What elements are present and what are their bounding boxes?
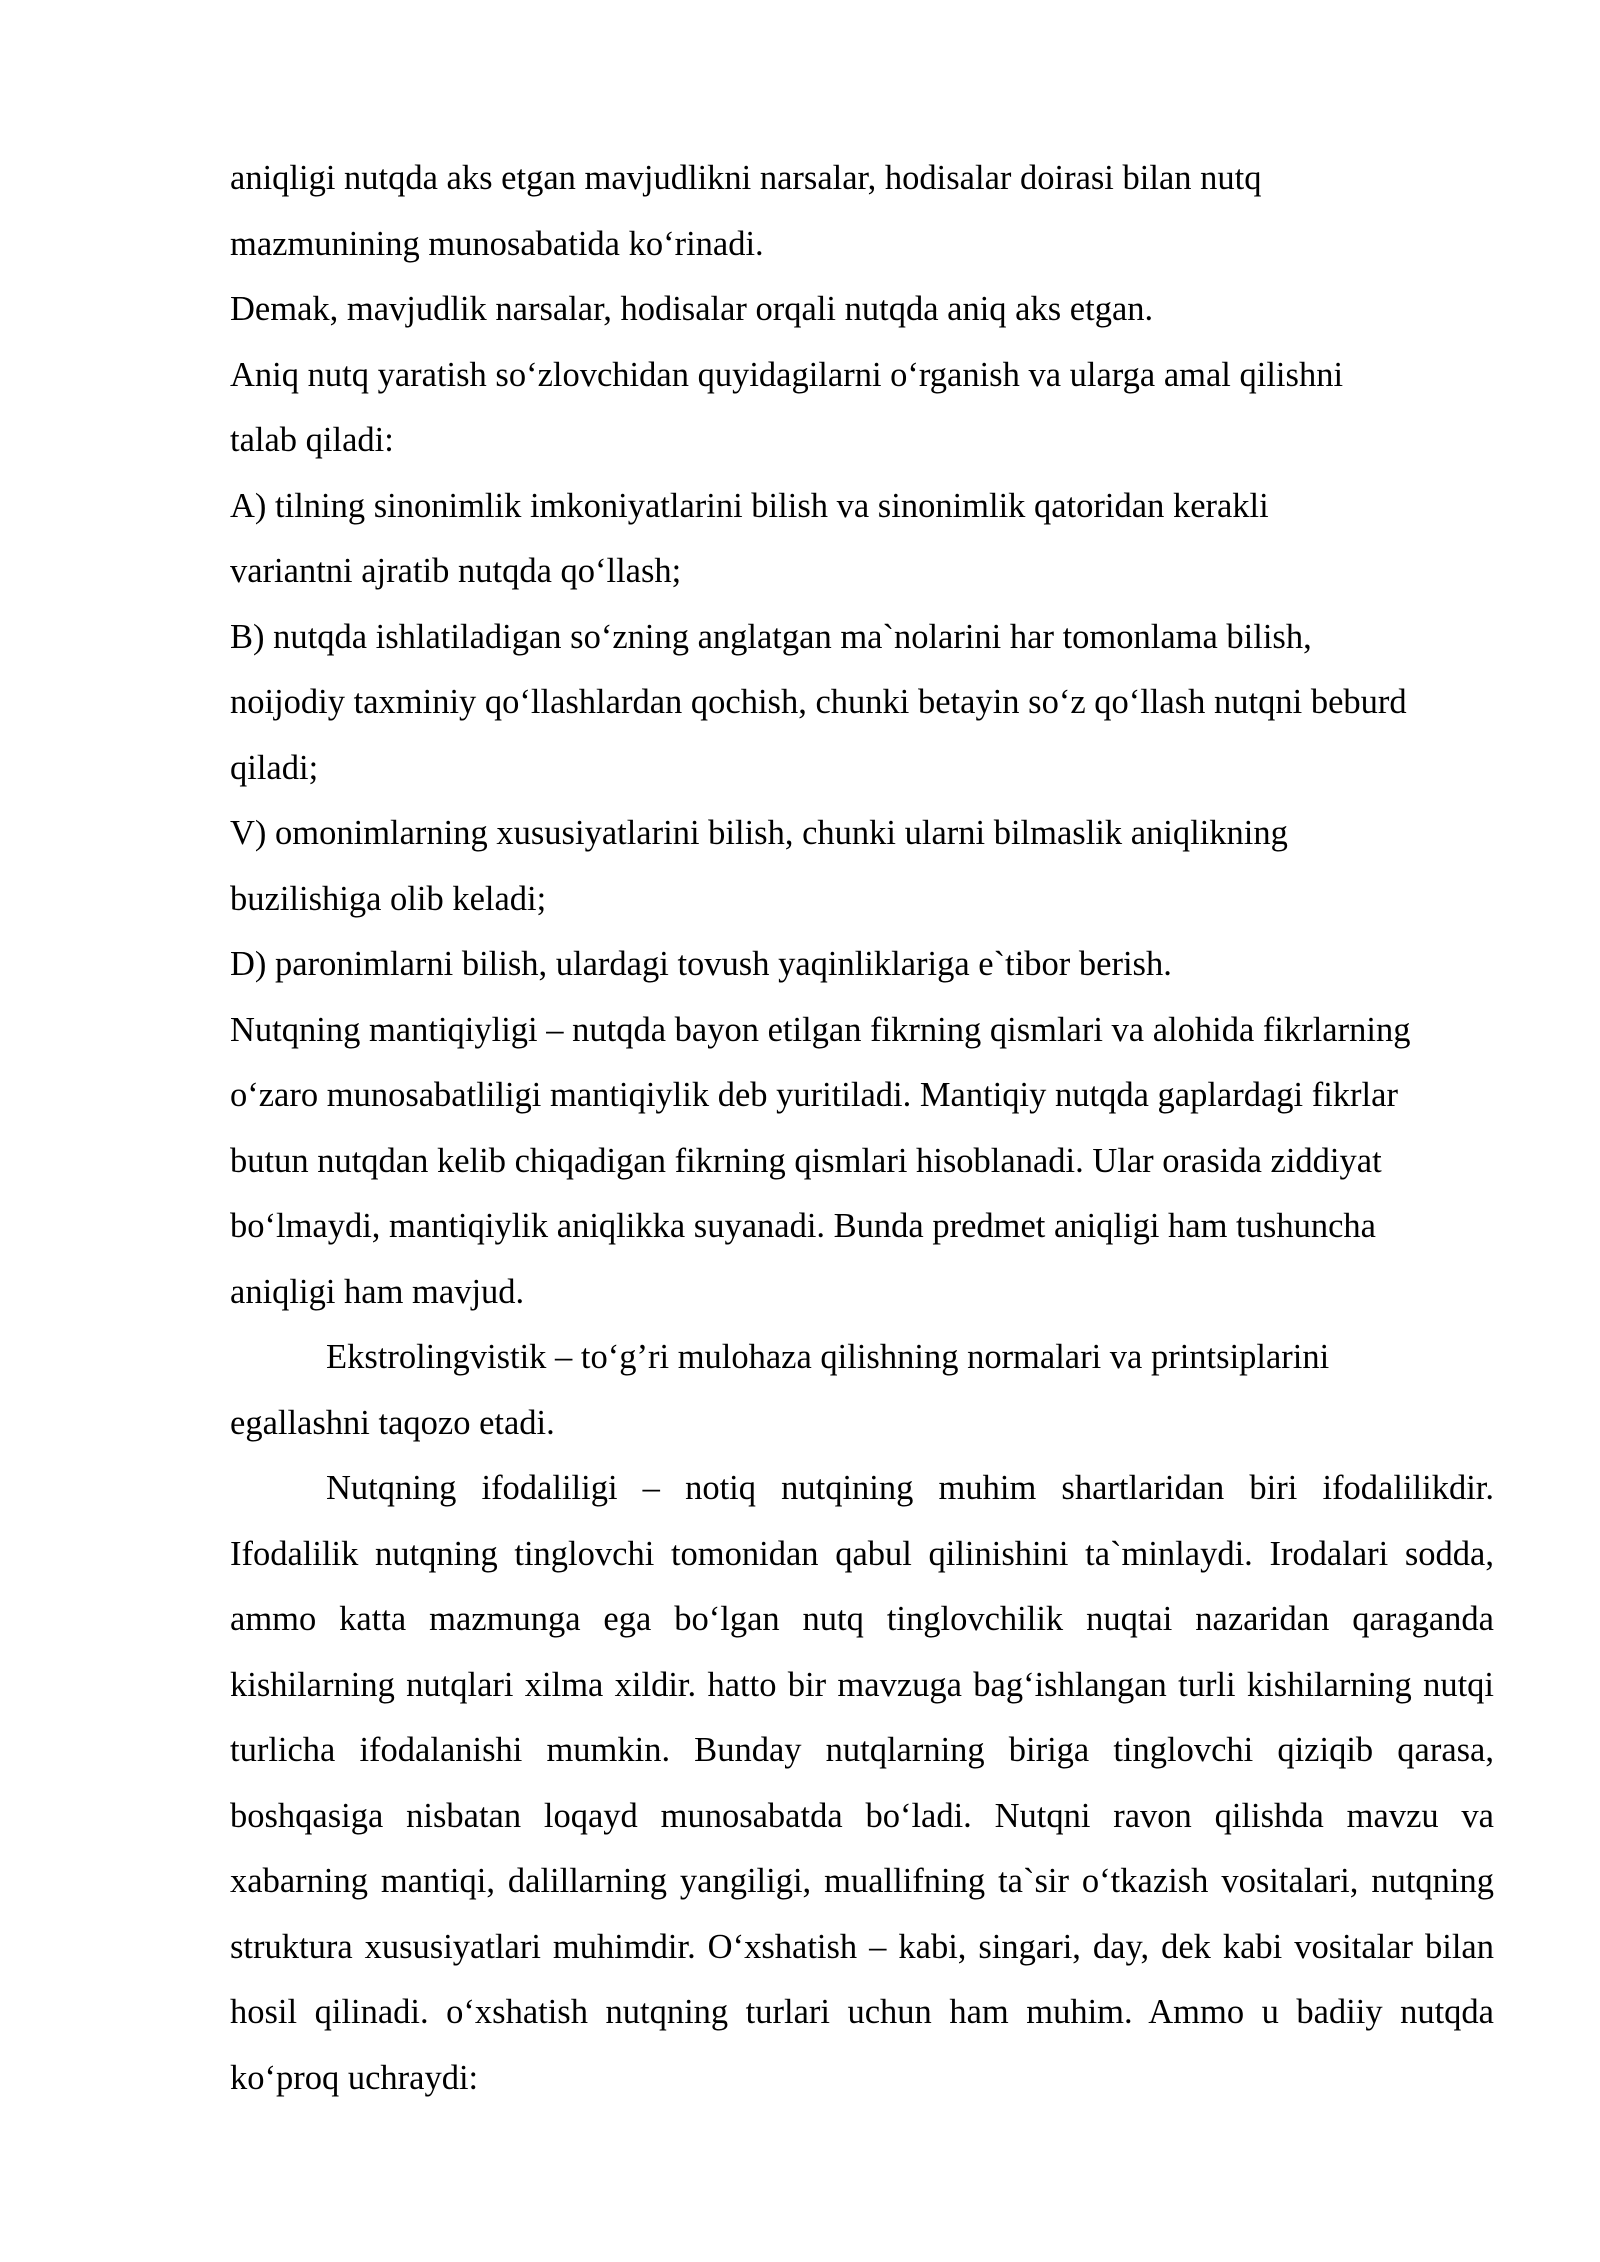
document-body (230, 146, 1494, 2111)
paragraph-mantiqiyligi: Nutqning mantiqiyligi – nutqda bayon etilgan fikrning qismlari va alohida fikrlarning o‘zaro munosabatliligi mantiqiylik deb yuritiladi. Mantiqiy nutqda gaplardagi fikrlar butun nutqdan kelib chiqadigan fikrning qismlari hisoblanadi. Ular orasida ziddiyat bo‘lmaydi, mantiqiylik aniqlikka suyanadi. Bunda predmet aniqligi ham tushuncha aniqligi ham mavjud. (230, 1010, 1411, 1311)
paragraph-ifodaliligi: Nutqning ifodaliligi – notiq nutqining muhim shartlaridan biri ifodalilikdir. Ifodalilik nutqning tinglovchi tomonidan qabul qilinishini ta`minlaydi. Irodalari sodda, ammo katta mazmunga ega bo‘lgan nutq tinglovchilik nuqtai nazaridan qaraganda kishilarning nutqlari xilma xildir. hatto bir mavzuga bag‘ishlangan turli kishilarning nutqi turlicha ifodalanishi mumkin. Bunday nutqlarning biriga tinglovchi qiziqib qarasa, boshqasiga nisbatan loqayd munosabatda bo‘ladi. Nutqni ravon qilishda mavzu va xabarning mantiqi, dalillarning yangiligi, muallifning ta`sir o‘tkazish vositalari, nutqning struktura xususiyatlari muhimdir. O‘xshatish – kabi, singari, day, dek kabi vositalar bilan hosil qilinadi. o‘xshatish nutqning turlari uchun ham muhim. Ammo u badiiy nutqda ko‘proq uchraydi: (230, 1469, 1494, 2097)
list-item-a: A) tilning sinonimlik imkoniyatlarini bilish va sinonimlik qatoridan kerakli variantni ajratib nutqda qo‘llash; (230, 486, 1269, 590)
list-item-v: V) omonimlarning xususiyatlarini bilish, chunki ularni bilmaslik aniqlikning buzilishiga olib keladi; (230, 814, 1288, 918)
paragraph-demak: Demak, mavjudlik narsalar, hodisalar orqali nutqda aniq aks etgan. (230, 290, 1154, 328)
list-item-d: D) paronimlarni bilish, ulardagi tovush yaqinliklariga e`tibor berish. (230, 945, 1172, 983)
paragraph-ekstrolingvistik: Ekstrolingvistik – to‘g’ri mulohaza qilishning normalari va printsiplarini egallashni taqozo etadi. (230, 1338, 1330, 1442)
paragraph-aniqligi: aniqligi nutqda aks etgan mavjudlikni narsalar, hodisalar doirasi bilan nutq mazmunining munosabatida ko‘rinadi. (230, 159, 1262, 263)
list-item-b: B) nutqda ishlatiladigan so‘zning anglatgan ma`nolarini har tomonlama bilish, noijodiy taxminiy qo‘llashlardan qochish, chunki betayin so‘z qo‘llash nutqni beburd qiladi; (230, 617, 1407, 787)
paragraph-aniq-nutq: Aniq nutq yaratish so‘zlovchidan quyidagilarni o‘rganish va ularga amal qilishni talab qiladi: (230, 355, 1344, 459)
